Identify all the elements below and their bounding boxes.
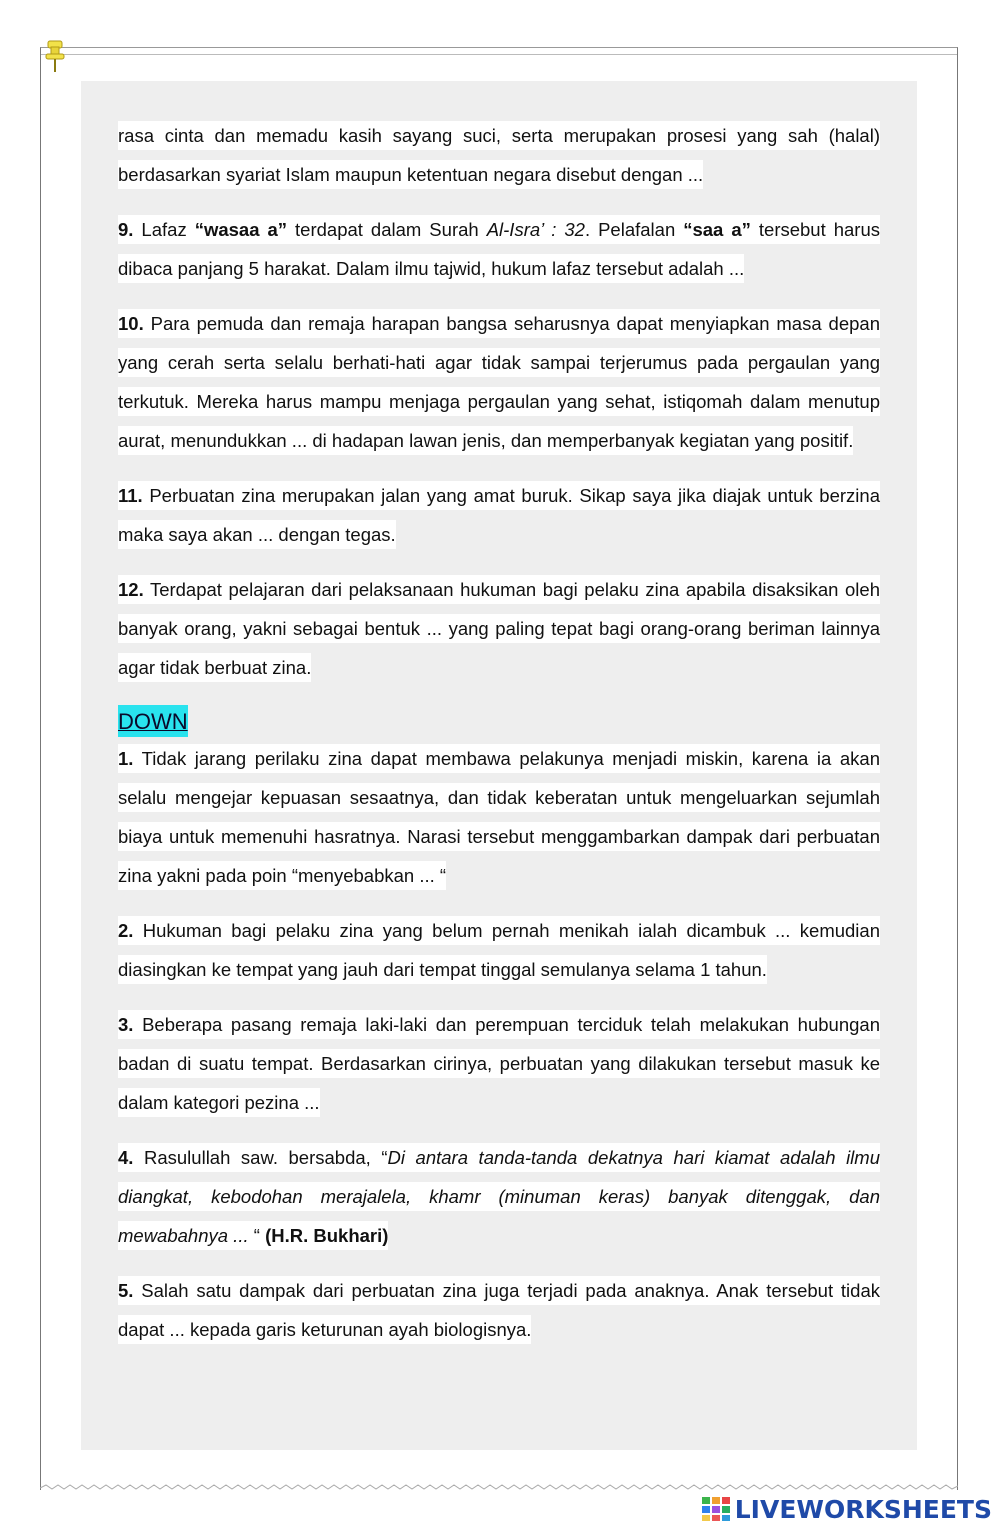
bold-segment: “wasaa a” [194,219,288,240]
hadith-source: (H.R. Bukhari) [265,1225,389,1246]
liveworksheets-logo-icon [701,1496,731,1522]
question-text: Para pemuda dan remaja harapan bangsa seharusnya dapat menyiapkan masa depan yang cerah serta selalu berhati-hati agar tidak sampai terjerumus pada pergaulan yang terkutuk. Mereka harus mampu menjaga pergaulan yang sehat, istiqomah dalam menutup aurat, menundukkan ... di hadapan lawan jenis, dan memperbanyak kegiatan yang positif. [118,313,880,451]
question-9 [118,210,880,288]
down-question-1 [118,739,880,895]
down-heading: DOWN [118,705,188,737]
question-text: Tidak jarang perilaku zina dapat membawa pelakunya menjadi miskin, karena ia akan selalu mengejar kepuasan sesaatnya, dan tidak keberatan untuk mengeluarkan sejumlah biaya untuk memenuhi hasratnya. Narasi tersebut menggambarkan dampak dari perbuatan zina yakni pada poin “menyebabkan ... “ [118,748,880,886]
paragraph-text: rasa cinta dan memadu kasih sayang suci, serta merupakan prosesi yang sah (halal) berdasarkan syariat Islam maupun ketentuan negara disebut dengan ... [118,121,880,189]
hadith-quote: Di antara tanda-tanda dekatnya hari kiamat adalah ilmu diangkat, kebodohan merajalela, khamr (minuman keras) banyak ditenggak, dan mewabahnya ... [118,1147,880,1246]
question-number: 3. [118,1014,134,1035]
top-border-strip [41,48,957,55]
question-number: 1. [118,748,134,769]
question-text: Perbuatan zina merupakan jalan yang amat buruk. Sikap saya jika diajak untuk berzina maka saya akan ... dengan tegas. [118,485,880,545]
down-question-2 [118,911,880,989]
logo-text: LIVEWORKSHEETS [734,1494,992,1524]
text-segment: tersebut harus dibaca panjang 5 harakat. Dalam ilmu tajwid, hukum lafaz tersebut adalah ... [118,219,881,279]
question-number: 5. [118,1280,134,1301]
text-segment: Lafaz [133,219,195,240]
italic-segment: Al-Isra’ : 32 [486,219,585,240]
question-number: 9. [118,219,134,240]
push-pin-icon [44,40,66,74]
question-number: 11. [118,485,143,506]
torn-edge-divider [40,1484,958,1492]
text-segment: Rasulullah saw. bersabda, “ [133,1147,388,1168]
worksheet-text [118,116,880,1365]
text-segment: . Pelafalan [584,219,684,240]
question-number: 10. [118,313,144,334]
question-number: 2. [118,920,134,941]
question-number: 12. [118,579,144,600]
text-segment: terdapat dalam Surah [287,219,487,240]
liveworksheets-logo[interactable] [701,1494,992,1524]
down-question-4 [118,1138,880,1255]
question-number: 4. [118,1147,134,1168]
question-text: Salah satu dampak dari perbuatan zina juga terjadi pada anaknya. Anak tersebut tidak dapat ... kepada garis keturunan ayah biologisnya. [118,1280,880,1340]
question-10 [118,304,880,460]
question-text: Beberapa pasang remaja laki-laki dan perempuan terciduk telah melakukan hubungan badan di suatu tempat. Berdasarkan cirinya, perbuatan yang dilakukan tersebut masuk ke dalam kategori pezina ... [118,1014,880,1113]
down-question-5 [118,1271,880,1349]
paragraph-intro [118,116,880,194]
bold-segment: “saa a” [683,219,751,240]
question-text: Terdapat pelajaran dari pelaksanaan hukuman bagi pelaku zina apabila disaksikan oleh banyak orang, yakni sebagai bentuk ... yang paling tepat bagi orang-orang beriman lainnya agar tidak berbuat zina. [118,579,880,678]
down-question-3 [118,1005,880,1122]
text-segment: “ [248,1225,266,1246]
question-12 [118,570,880,687]
question-11 [118,476,880,554]
question-text: Hukuman bagi pelaku zina yang belum pernah menikah ialah dicambuk ... kemudian diasingkan ke tempat yang jauh dari tempat tinggal semulanya selama 1 tahun. [118,920,880,980]
